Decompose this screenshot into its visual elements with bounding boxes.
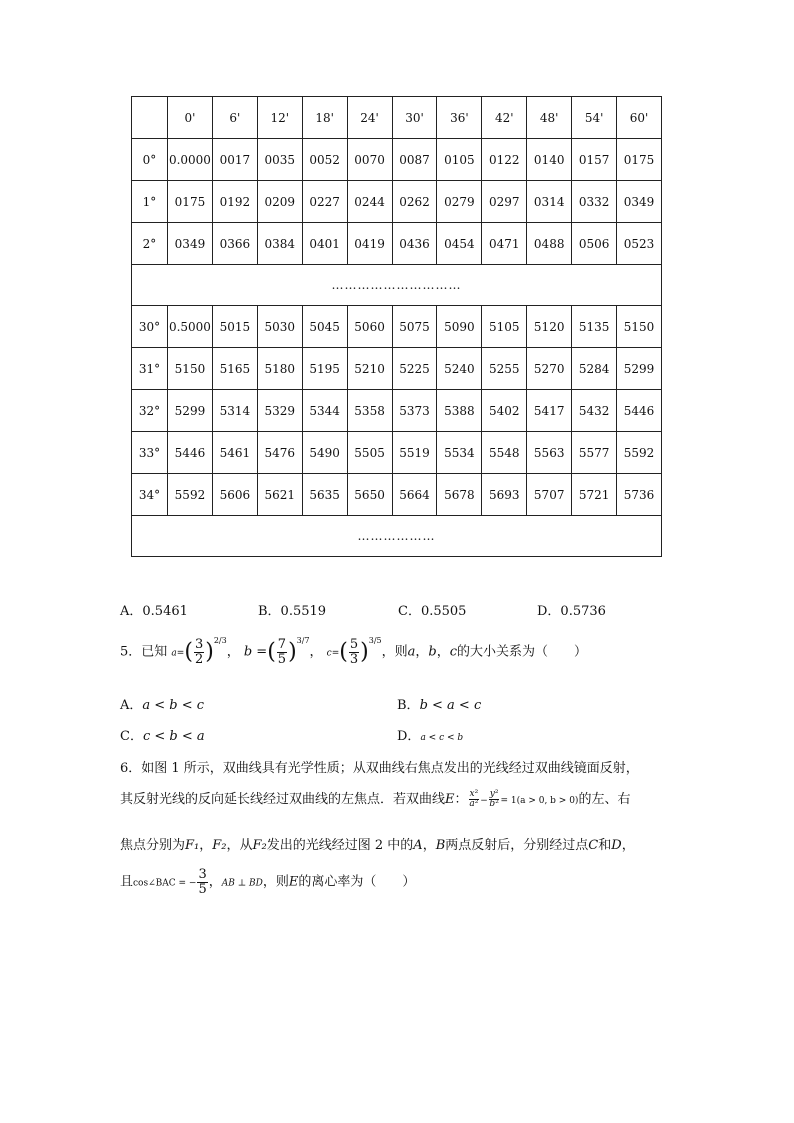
table-cell: 5432	[572, 390, 617, 432]
table-cell: 5225	[392, 348, 437, 390]
table-cell: 0070	[347, 139, 392, 181]
table-cell: 5563	[527, 432, 572, 474]
table-cell: 5650	[347, 474, 392, 516]
table-cell: 0244	[347, 181, 392, 223]
table-row	[132, 181, 662, 223]
table-cell: 0175	[168, 181, 213, 223]
q6-line1: 6．如图 1 所示，双曲线具有光学性质；从双曲线右焦点发出的光线经过双曲线镜面反射，	[120, 761, 639, 776]
table-cell: 5635	[302, 474, 347, 516]
table-cell: 5314	[212, 390, 257, 432]
table-cell: 5344	[302, 390, 347, 432]
table-cell: 5592	[168, 474, 213, 516]
q5-b-exp: 3/7	[296, 636, 310, 645]
table-cell: 5577	[572, 432, 617, 474]
row-label-cell: 31°	[132, 348, 168, 390]
table-row	[132, 139, 662, 181]
table-cell: 5402	[482, 390, 527, 432]
ellipsis-cell: ………………	[132, 516, 662, 557]
table-cell: 5373	[392, 390, 437, 432]
q5-c-label: c	[326, 648, 332, 659]
q6-line3: 焦点分别为F₁，F₂，从F₂发出的光线经过图 2 中的A，B两点反射后，分别经过点C和D，	[120, 838, 635, 853]
table-cell: 0506	[572, 223, 617, 265]
table-cell: 0140	[527, 139, 572, 181]
table-cell: 0175	[617, 139, 662, 181]
table-cell: 60'	[617, 97, 662, 139]
table-row	[132, 432, 662, 474]
table-cell: 0122	[482, 139, 527, 181]
table-cell: 5299	[617, 348, 662, 390]
table-cell: 5417	[527, 390, 572, 432]
q5-a-label: a	[171, 648, 177, 659]
table-cell: 5135	[572, 306, 617, 348]
table-header-row	[132, 97, 662, 139]
table-cell: 5270	[527, 348, 572, 390]
table-cell: 5210	[347, 348, 392, 390]
table-cell: 5165	[212, 348, 257, 390]
table-cell: 0279	[437, 181, 482, 223]
table-cell: 18'	[302, 97, 347, 139]
table-cell: 5105	[482, 306, 527, 348]
table-cell: 0436	[392, 223, 437, 265]
table-cell: 0087	[392, 139, 437, 181]
table-cell: 5548	[482, 432, 527, 474]
q5-number: 5．已知	[120, 644, 168, 660]
table-cell: 0.5000	[168, 306, 213, 348]
table-cell: 5358	[347, 390, 392, 432]
table-cell: 0314	[527, 181, 572, 223]
table-cell: 5255	[482, 348, 527, 390]
q5-stem: 5．已知 a=( $\frac{3}{2}$ )$^{2/3}$， b =( $\frac{7}{5}$ )$^{3/7}$， c=( $\frac{5}{3}$ )$^{3/5}$，则a，b，c的大小关系为（ ）	[120, 636, 588, 667]
table-cell: 6'	[212, 97, 257, 139]
sine-table-body	[132, 97, 662, 557]
table-cell: 5664	[392, 474, 437, 516]
q5-a-frac: $\frac{3}{2}$	[194, 637, 204, 667]
table-cell: 5015	[212, 306, 257, 348]
row-label-cell: 1°	[132, 181, 168, 223]
table-cell: 0454	[437, 223, 482, 265]
table-cell: 5195	[302, 348, 347, 390]
table-cell: 0401	[302, 223, 347, 265]
table-row	[132, 306, 662, 348]
table-cell: 0.0000	[168, 139, 213, 181]
table-cell: 0052	[302, 139, 347, 181]
table-cell: 5240	[437, 348, 482, 390]
table-cell: 0366	[212, 223, 257, 265]
table-cell: 30'	[392, 97, 437, 139]
table-cell: 54'	[572, 97, 617, 139]
table-cell: 5329	[257, 390, 302, 432]
table-cell: 5090	[437, 306, 482, 348]
table-cell: 5490	[302, 432, 347, 474]
row-label-cell: 0°	[132, 139, 168, 181]
row-label-cell: 33°	[132, 432, 168, 474]
table-cell: 5284	[572, 348, 617, 390]
q5-b-label: b	[243, 644, 253, 660]
table-cell: 12'	[257, 97, 302, 139]
row-label-cell: 32°	[132, 390, 168, 432]
table-cell: 0332	[572, 181, 617, 223]
table-cell: 5150	[617, 306, 662, 348]
table-cell: 0384	[257, 223, 302, 265]
q4-option-a: A．0.5461	[120, 604, 188, 619]
sine-table	[131, 96, 662, 557]
q5-b-frac: $\frac{7}{5}$	[277, 637, 287, 667]
table-cell: 0419	[347, 223, 392, 265]
table-cell: 5446	[617, 390, 662, 432]
table-cell: 5721	[572, 474, 617, 516]
table-cell: 0262	[392, 181, 437, 223]
row-label-cell	[132, 97, 168, 139]
table-cell: 36'	[437, 97, 482, 139]
table-cell: 0105	[437, 139, 482, 181]
table-cell: 5045	[302, 306, 347, 348]
q5-c-frac: $\frac{5}{3}$	[349, 637, 359, 667]
table-cell: 5606	[212, 474, 257, 516]
row-label-cell: 30°	[132, 306, 168, 348]
table-cell: 5476	[257, 432, 302, 474]
table-row	[132, 223, 662, 265]
table-cell: 5446	[168, 432, 213, 474]
q6-line4: 且cos∠BAC = − $\frac{3}{5}$ ，AB ⊥ BD，则E的离心率为（ ）	[120, 867, 416, 897]
table-cell: 0035	[257, 139, 302, 181]
table-cell: 5461	[212, 432, 257, 474]
q5-option-b: B．b < a < c	[397, 698, 482, 713]
q5-c-exp: 3/5	[368, 636, 382, 645]
q5-option-c: C．c < b < a	[120, 729, 205, 744]
ellipsis-row	[132, 265, 662, 306]
table-cell: 0017	[212, 139, 257, 181]
q6-line2: 其反射光线的反向延长线经过双曲线的左焦点．若双曲线E： $\frac{\text{x²}}{\text{a²}}$ − $\frac{\text{y²}}{\text{b²}}$ = 1(a > 0, b > 0)的左、右	[120, 788, 631, 809]
ellipsis-row-end	[132, 516, 662, 557]
row-label-cell: 2°	[132, 223, 168, 265]
table-cell: 0157	[572, 139, 617, 181]
table-cell: 5299	[168, 390, 213, 432]
table-cell: 5678	[437, 474, 482, 516]
ellipsis-cell: …………………………	[132, 265, 662, 306]
q5-option-d: D．a < c < b	[397, 729, 464, 744]
table-cell: 24'	[347, 97, 392, 139]
table-cell: 5180	[257, 348, 302, 390]
table-cell: 5060	[347, 306, 392, 348]
q5-option-a: A．a < b < c	[120, 698, 205, 713]
table-cell: 0297	[482, 181, 527, 223]
table-row	[132, 348, 662, 390]
q4-option-b: B．0.5519	[258, 604, 327, 619]
row-label-cell: 34°	[132, 474, 168, 516]
table-cell: 5621	[257, 474, 302, 516]
q4-option-d: D．0.5736	[537, 604, 606, 619]
table-cell: 0209	[257, 181, 302, 223]
table-cell: 0488	[527, 223, 572, 265]
table-cell: 0'	[168, 97, 213, 139]
table-cell: 0227	[302, 181, 347, 223]
table-cell: 5150	[168, 348, 213, 390]
table-cell: 5120	[527, 306, 572, 348]
table-cell: 5736	[617, 474, 662, 516]
q5-a-exp: 2/3	[213, 636, 227, 645]
q4-option-c: C．0.5505	[398, 604, 467, 619]
table-row	[132, 474, 662, 516]
table-cell: 5534	[437, 432, 482, 474]
table-cell: 5693	[482, 474, 527, 516]
table-cell: 5519	[392, 432, 437, 474]
table-cell: 0471	[482, 223, 527, 265]
table-cell: 0192	[212, 181, 257, 223]
table-cell: 5388	[437, 390, 482, 432]
table-cell: 42'	[482, 97, 527, 139]
table-cell: 5592	[617, 432, 662, 474]
table-cell: 0349	[168, 223, 213, 265]
table-cell: 5075	[392, 306, 437, 348]
table-cell: 0349	[617, 181, 662, 223]
table-cell: 5030	[257, 306, 302, 348]
table-cell: 5707	[527, 474, 572, 516]
q5-tail: 的大小关系为（ ）	[457, 644, 588, 660]
table-cell: 0523	[617, 223, 662, 265]
table-row	[132, 390, 662, 432]
table-cell: 48'	[527, 97, 572, 139]
table-cell: 5505	[347, 432, 392, 474]
